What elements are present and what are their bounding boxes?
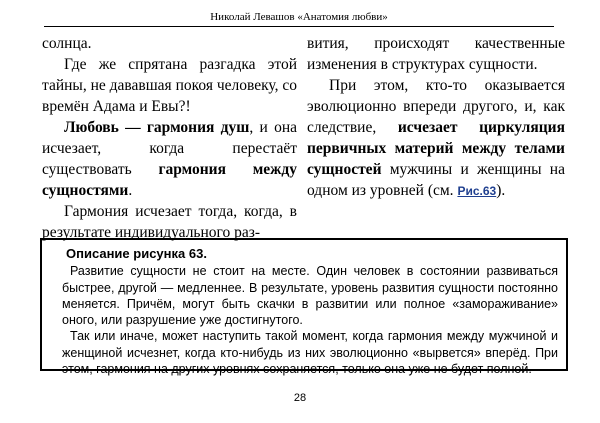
description-title-suffix: . [203,246,207,261]
page-number: 28 [293,392,307,404]
text-run: , и она исчезает, когда перестаёт существовать [42,119,297,178]
bold-phrase: исчезает циркуляция первичных материй между телами сущностей [307,119,565,178]
description-title [66,246,558,262]
running-title: Николай Левашов «Анатомия любви» [210,11,388,23]
text-run: ). [496,182,506,199]
paragraph: Где же спрятана разгадка этой тайны, не дававшая покоя человеку, со времён Адама и Евы?! [42,56,297,115]
text-run: При этом, кто-то оказывается эволюционно впереди другого, и, как следствие, [307,77,565,136]
description-title-text: Описание рисунка 63 [66,246,204,261]
running-header [44,8,554,27]
paragraph [307,75,565,202]
description-paragraph: Развитие сущности не стоит на месте. Один человек в состоянии развиваться быстрее, другой — медленнее. В результате, уровень развития сущности постоянно меняется. Причём, могут быть скачки в развитии или полное «замораживание» оного, или разрушение уже достигнутого. [62,264,558,328]
figure-link[interactable]: Рис.63 [457,184,497,198]
paragraph: солнца. [42,35,92,52]
text-column-right [307,33,565,202]
description-paragraph: Так или иначе, может наступить такой момент, когда гармония между мужчиной и женщиной исчезнет, когда кто-нибудь из них эволюционно «вырвется» вперёд. При этом, гармония на других уровнях сохраняется, только она уже не будет полной. [62,329,558,377]
bold-phrase: гармония между сущностями [42,161,297,199]
text-column-left [42,33,297,243]
paragraph: Гармония исчезает тогда, когда, в результате индивидуального раз- [42,203,297,241]
figure-description-box [40,238,568,377]
bold-phrase: Любовь — гармония душ [64,119,250,136]
text-run: мужчины и женщины на одном из уровней (см. [307,161,565,199]
text-run: . [128,182,133,199]
paragraph: вития, происходят качественные изменения в структурах сущности. [307,35,565,73]
paragraph [42,117,297,201]
